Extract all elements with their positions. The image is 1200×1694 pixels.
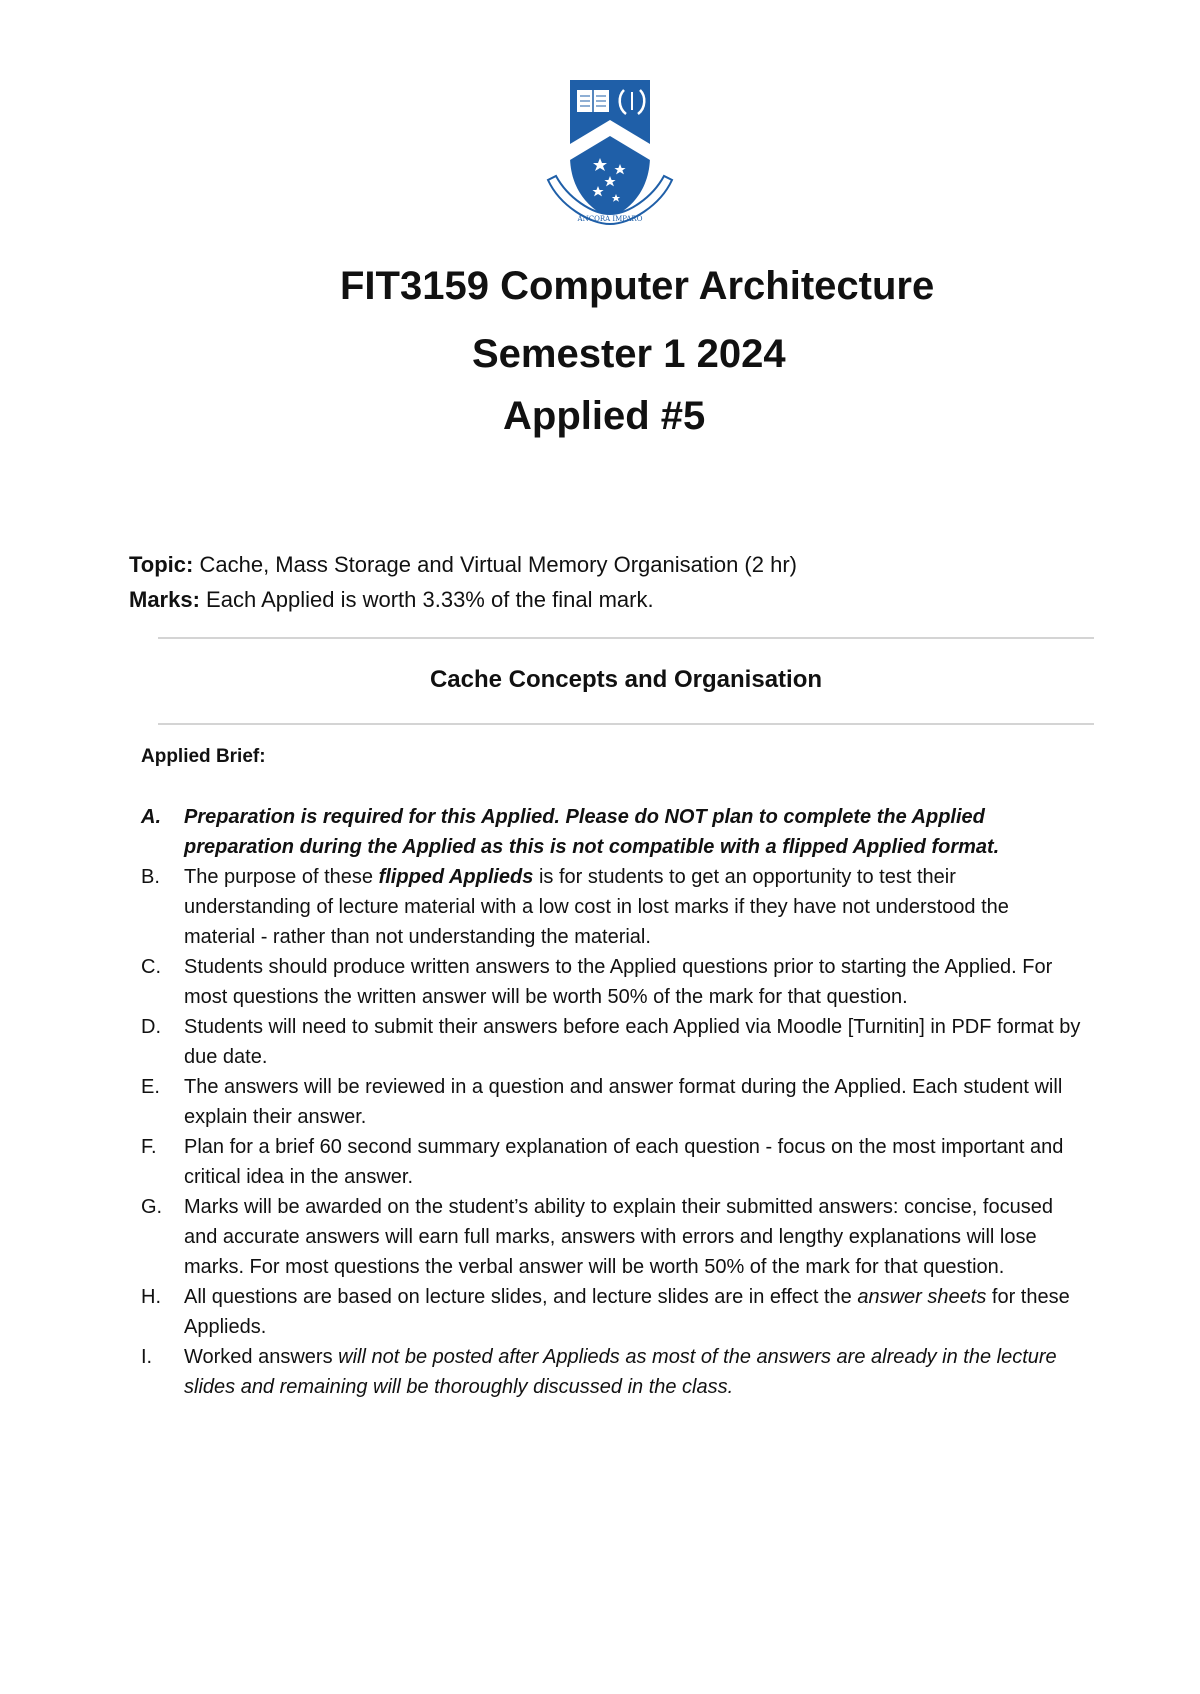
item-letter: C. (141, 956, 161, 978)
item-text-pre: All questions are based on lecture slides, and lecture slides are in effect the (184, 1286, 858, 1308)
item-text-pre: Worked answers (184, 1346, 339, 1368)
marks-label: Marks: (129, 587, 200, 612)
applied-brief-label: Applied Brief: (141, 746, 266, 767)
item-letter: F. (141, 1136, 157, 1158)
item-text: Students will need to submit their answers before each Applied via Moodle [Turnitin] in PDF format by due date. (184, 1016, 1081, 1068)
university-crest-logo (540, 78, 680, 226)
item-text-post: for these Applieds. (184, 1286, 1070, 1338)
list-item (141, 952, 1081, 1012)
item-letter: G. (141, 1196, 163, 1218)
item-text: Preparation is required for this Applied. Please do NOT plan to complete the Applied preparation during the Applied as this is not compatible with a flipped Applied format. (184, 806, 1000, 858)
item-text: The answers will be reviewed in a question and answer format during the Applied. Each student will explain their answer. (184, 1076, 1063, 1128)
topic-line (129, 552, 797, 578)
marks-value: Each Applied is worth 3.33% of the final mark. (199, 587, 654, 612)
semester-title: Semester 1 2024 (472, 332, 786, 376)
applied-brief-list (141, 802, 1081, 1402)
item-letter: B. (141, 866, 160, 888)
list-item (141, 1012, 1081, 1072)
item-letter: H. (141, 1286, 161, 1308)
list-item (141, 1192, 1081, 1282)
list-item (141, 1342, 1081, 1402)
crest-motto: ANCORA IMPARO (577, 215, 643, 223)
item-text-post: is for students to get an opportunity to test their understanding of lecture material with a low cost in lost marks if they have not understood the material - rather than not understanding the material. (184, 866, 1009, 948)
list-item (141, 1132, 1081, 1192)
divider-bottom (158, 723, 1094, 725)
topic-value: Cache, Mass Storage and Virtual Memory Organisation (2 hr) (193, 552, 797, 577)
item-text-emphasis: answer sheets (857, 1286, 987, 1308)
list-item (141, 1282, 1081, 1342)
applied-number-title: Applied #5 (503, 394, 706, 438)
section-title: Cache Concepts and Organisation (429, 666, 823, 693)
divider-top (158, 637, 1094, 639)
item-text: Marks will be awarded on the student’s ability to explain their submitted answers: concise, focused and accurate answers will earn full marks, answers with errors and lengthy explanations will lose marks. For most questions the verbal answer will be worth 50% of the mark for that question. (184, 1196, 1053, 1278)
list-item (141, 862, 1081, 952)
item-letter: D. (141, 1016, 161, 1038)
item-text-emphasis: flipped Applieds (378, 866, 534, 888)
list-item (141, 802, 1081, 862)
marks-line (129, 587, 654, 613)
item-letter: I. (141, 1346, 153, 1368)
course-title: FIT3159 Computer Architecture (340, 264, 935, 308)
item-letter: E. (141, 1076, 160, 1098)
item-text-emphasis: will not be posted after Applieds as most of the answers are already in the lecture slides and remaining will be thoroughly discussed in the class. (184, 1346, 1057, 1398)
item-text: Students should produce written answers to the Applied questions prior to starting the Applied. For most questions the written answer will be worth 50% of the mark for that question. (184, 956, 1053, 1008)
topic-label: Topic: (129, 552, 194, 577)
list-item (141, 1072, 1081, 1132)
item-letter: A. (141, 806, 161, 828)
item-text-pre: The purpose of these (184, 866, 379, 888)
item-text: Plan for a brief 60 second summary explanation of each question - focus on the most important and critical idea in the answer. (184, 1136, 1064, 1188)
